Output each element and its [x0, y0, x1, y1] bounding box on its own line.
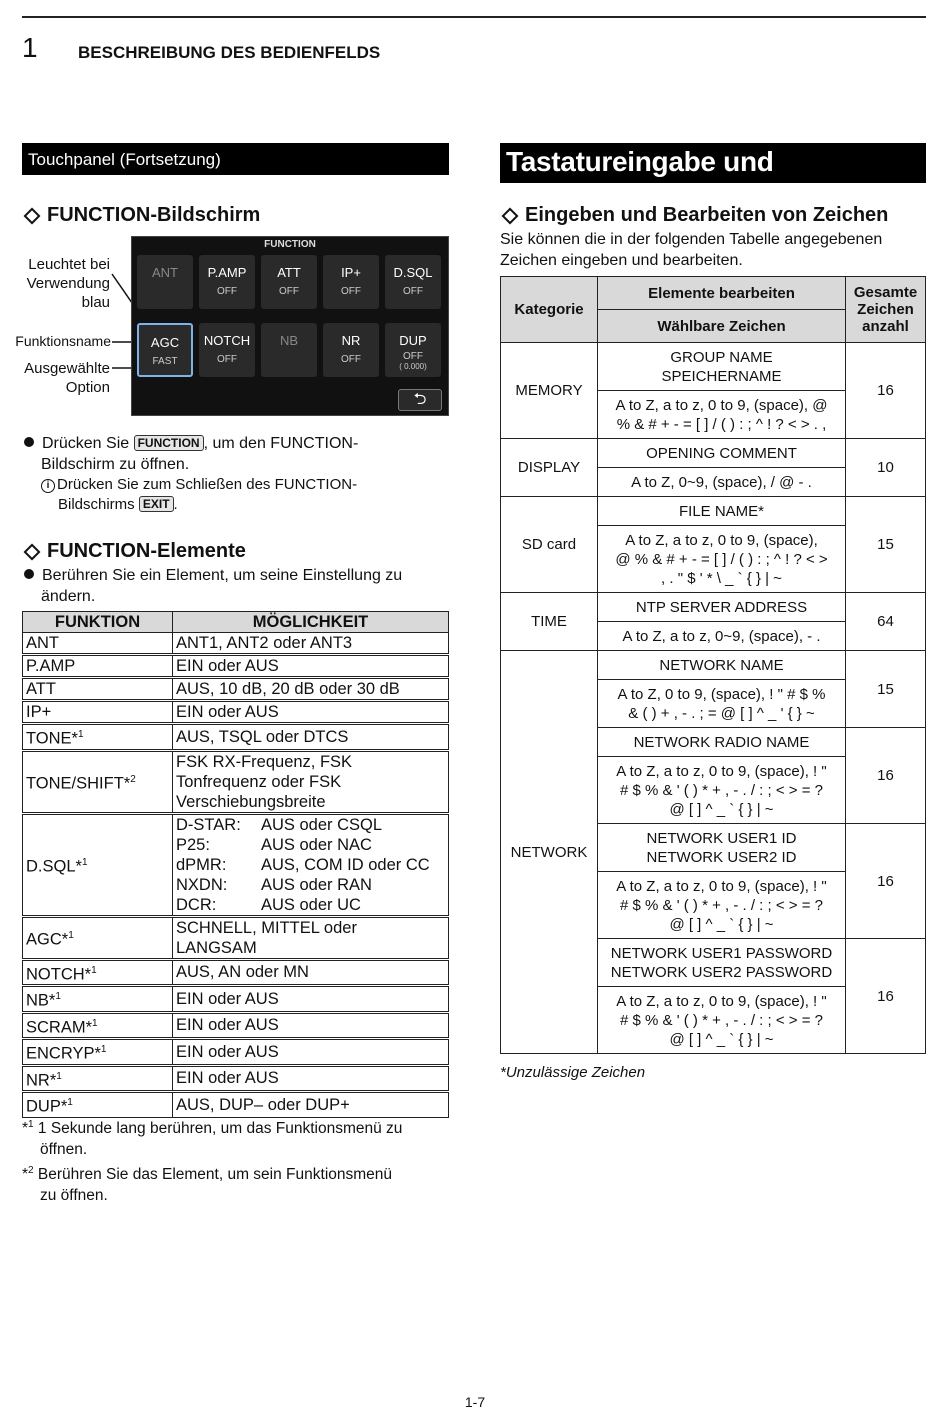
- chars-line: @ [ ] ^ _ ` { } | ~: [669, 800, 774, 818]
- footnote-ref: 1: [100, 1044, 107, 1055]
- mode-label: D-STAR:: [176, 815, 241, 834]
- chars-line: # $ % & ' ( ) * + , - . / : ; < > = ?: [620, 896, 823, 914]
- option-subline: [176, 895, 445, 915]
- back-arrow-icon: ⮌: [413, 391, 427, 408]
- function-cell: [23, 1013, 173, 1038]
- function-name: TONE*: [26, 729, 78, 748]
- option-line: AUS, AN oder MN: [176, 963, 309, 982]
- edit-item-cell: [598, 824, 846, 872]
- edit-item-cell: [598, 343, 846, 391]
- instruction-block: [24, 433, 449, 515]
- chars-line: @ [ ] ^ _ ` { } | ~: [669, 1030, 774, 1048]
- diamond-icon: [24, 543, 41, 560]
- function-cell: [23, 751, 173, 812]
- category-cell: DISPLAY: [501, 439, 598, 497]
- info-text: Bildschirms: [58, 496, 139, 513]
- footnote-ref: 1: [91, 964, 97, 976]
- heading-text: FUNCTION-Bildschirm: [47, 204, 261, 226]
- fn-button-ip[interactable]: [323, 255, 379, 309]
- col-header-selectable: Wählbare Zeichen: [598, 310, 846, 343]
- table-row: [23, 679, 449, 700]
- function-name: DUP*: [26, 1097, 68, 1116]
- heading-text: FUNCTION-Elemente: [47, 540, 246, 562]
- option-cell: [173, 702, 449, 723]
- table-header-row: [23, 612, 449, 633]
- footnote-ref: 1: [55, 991, 61, 1002]
- unsupported-footnote: *Unzulässige Zeichen: [500, 1064, 646, 1081]
- option-line: AUS, TSQL oder DTCS: [176, 727, 349, 746]
- chars-cell: [598, 622, 846, 651]
- fn-option: OFF: [341, 354, 361, 365]
- function-name: P.AMP: [26, 657, 76, 675]
- function-cell: [23, 679, 173, 700]
- back-button[interactable]: [398, 389, 442, 411]
- edit-item-cell: [598, 939, 846, 987]
- function-elements-heading: [22, 540, 246, 563]
- chars-line: A to Z, a to z, 0 to 9, (space),: [625, 531, 818, 549]
- table-row: [501, 497, 926, 526]
- info-icon: i: [41, 479, 55, 493]
- footnote-ref: 1: [77, 729, 84, 740]
- edit-item: NETWORK USER1 ID: [646, 829, 797, 847]
- function-name: NOTCH*: [26, 965, 92, 983]
- edit-item-cell: [598, 593, 846, 622]
- fn-option-extra: ( 0.000): [399, 362, 427, 371]
- fn-option: OFF: [217, 286, 237, 297]
- intro-text: ändern.: [41, 588, 96, 605]
- function-name: SCRAM*: [26, 1018, 93, 1036]
- mode-value: AUS, COM ID oder CC: [261, 855, 430, 874]
- heading-text: Eingeben und Bearbeiten von Zeichen: [525, 204, 889, 226]
- option-cell: [173, 960, 449, 985]
- fn-option: FAST: [152, 356, 178, 367]
- section-bar-right: Tastatureingabe und Bearbeiten: [500, 143, 926, 183]
- option-cell: [173, 725, 449, 750]
- edit-item-cell: [598, 439, 846, 468]
- category-cell: MEMORY: [501, 343, 598, 439]
- fn-button-att[interactable]: [261, 255, 317, 309]
- total-cell: 16: [846, 824, 926, 939]
- fn-name: P.AMP: [207, 265, 247, 280]
- character-table: [500, 276, 926, 1054]
- table-row: [23, 1040, 449, 1065]
- footnote-ref: 1: [67, 1097, 73, 1108]
- callout-line: Ausgewählte: [24, 360, 110, 377]
- total-cell: 10: [846, 439, 926, 497]
- fn-name: NB: [279, 333, 299, 348]
- function-cell: [23, 917, 173, 958]
- footnotes: [22, 1114, 452, 1206]
- fn-sup: 1: [28, 1119, 34, 1130]
- option-line: SCHNELL, MITTEL oder: [176, 918, 357, 937]
- chars-cell: [598, 680, 846, 728]
- chars-line: , . " $ ' * \ _ ` { } | ~: [661, 569, 782, 587]
- fn-text: 1 Sekunde lang berühren, um das Funktionsmenü zu: [37, 1120, 403, 1138]
- footnote-ref: 1: [92, 1017, 98, 1029]
- table-row: [501, 343, 926, 391]
- footnote-ref: 1: [56, 1070, 62, 1082]
- table-row: [501, 593, 926, 622]
- mode-label: DCR:: [176, 895, 217, 914]
- col-header-edit: Elemente bearbeiten: [598, 277, 846, 310]
- fn-option: OFF: [217, 354, 237, 365]
- function-cell: [23, 725, 173, 750]
- instr-text: , um den FUNCTION-: [203, 435, 359, 452]
- fn-button-ant[interactable]: [137, 255, 193, 309]
- total-cell: 15: [846, 497, 926, 593]
- table-row: [23, 987, 449, 1012]
- function-name: D.SQL*: [26, 857, 82, 876]
- fn-sup: 2: [28, 1165, 34, 1177]
- mode-value: AUS oder RAN: [261, 875, 372, 894]
- option-cell: [173, 1066, 449, 1091]
- elements-intro: [24, 565, 449, 607]
- function-screen: [131, 236, 449, 416]
- chars-line: A to Z, a to z, 0 to 9, (space), ! ": [616, 877, 827, 895]
- option-line: LANGSAM: [176, 938, 257, 957]
- edit-item-cell: [598, 651, 846, 680]
- option-cell: [173, 814, 449, 915]
- chars-line: @ [ ] ^ _ ` { } | ~: [669, 915, 774, 933]
- fn-name: NOTCH: [203, 333, 251, 348]
- edit-heading: [500, 204, 888, 227]
- fn-option: OFF: [403, 286, 423, 297]
- total-cell: 16: [846, 939, 926, 1054]
- function-cell: [23, 987, 173, 1012]
- fn-name: NR: [341, 333, 361, 348]
- chars-line: @ % & # + - = [ ] / ( ) : ; ^ ! ? < >: [615, 550, 828, 568]
- function-name: AGC*: [26, 930, 69, 949]
- function-cell: [23, 633, 173, 654]
- function-name: ANT: [26, 634, 59, 652]
- edit-item-cell: [598, 497, 846, 526]
- option-cell: [173, 679, 449, 700]
- callout-line: Leuchtet bei: [28, 256, 110, 273]
- fn-option: OFF: [279, 286, 299, 297]
- table-row: [501, 439, 926, 468]
- fn-option: OFF: [341, 286, 361, 297]
- table-row: [23, 702, 449, 723]
- option-line: EIN oder AUS: [176, 989, 279, 1008]
- table-row: [23, 1013, 449, 1038]
- info-text: .: [173, 496, 178, 513]
- chars-cell: [598, 526, 846, 593]
- fn-button-dsql[interactable]: [385, 255, 441, 309]
- function-table: [22, 611, 449, 1119]
- function-name: IP+: [26, 703, 52, 721]
- option-subline: [176, 835, 445, 855]
- col-header-category: Kategorie: [501, 277, 598, 343]
- table-row: [23, 960, 449, 985]
- total-cell: 64: [846, 593, 926, 651]
- option-cell: [173, 633, 449, 654]
- page-number: 1-7: [464, 1394, 486, 1409]
- table-row: [23, 917, 449, 958]
- edit-item: SPEICHERNAME: [661, 367, 782, 385]
- chars-cell: [598, 987, 846, 1054]
- total-cell: 16: [846, 728, 926, 824]
- callout-line: Verwendung: [26, 275, 110, 292]
- option-cell: [173, 656, 449, 677]
- fn-name: DUP: [399, 333, 427, 348]
- callout-function-name: Funktionsname: [15, 333, 111, 349]
- fn-text: Berühren Sie das Element, um sein Funktionsmenü: [37, 1166, 393, 1184]
- mode-label: P25:: [176, 835, 210, 854]
- option-subline: [176, 875, 445, 895]
- col-header-total: Gesamte Zeichen anzahl: [846, 277, 926, 343]
- screen-title: FUNCTION: [264, 239, 316, 250]
- footnote-ref: 1: [81, 856, 88, 868]
- bullet-icon: [24, 437, 34, 447]
- fn-mark: *: [22, 1120, 29, 1138]
- col-header: FUNKTION: [23, 612, 173, 633]
- category-cell: SD card: [501, 497, 598, 593]
- edit-item: GROUP NAME: [670, 348, 773, 366]
- option-line: AUS, DUP– oder DUP+: [176, 1095, 350, 1114]
- instr-text: Drücken Sie: [42, 435, 134, 452]
- fn-name: D.SQL: [393, 265, 433, 280]
- chars-line: % & # + - = [ ] / ( ) : ; ^ ! ? < > . ,: [616, 415, 827, 433]
- edit-intro: [500, 229, 930, 271]
- table-header-row: [501, 277, 926, 310]
- fn-button-agc[interactable]: [137, 323, 193, 377]
- table-row: [501, 651, 926, 680]
- fn-mark: *: [22, 1166, 29, 1184]
- category-cell: TIME: [501, 593, 598, 651]
- intro-text: Zeichen eingeben und bearbeiten.: [500, 252, 743, 269]
- callout-selected-option: [10, 359, 110, 397]
- chars-line: A to Z, 0~9, (space), / @ - .: [631, 473, 812, 491]
- mode-value: AUS oder UC: [261, 895, 361, 914]
- edit-item-cell: [598, 728, 846, 757]
- fn-button-notch[interactable]: [199, 323, 255, 377]
- option-line: Tonfrequenz oder FSK: [176, 772, 342, 791]
- total-cell: 15: [846, 651, 926, 728]
- function-cell: [23, 814, 173, 915]
- callout-line: blau: [81, 294, 110, 311]
- option-cell: [173, 1013, 449, 1038]
- footnote-ref: 1: [68, 929, 74, 941]
- chapter-title: BESCHREIBUNG DES BEDIENFELDS: [78, 43, 381, 62]
- chars-line: A to Z, 0 to 9, (space), ! " # $ %: [617, 685, 826, 703]
- info-text: Drücken Sie zum Schließen des FUNCTION-: [57, 476, 358, 493]
- table-row: [23, 751, 449, 812]
- edit-item: NETWORK USER1 PASSWORD: [610, 944, 833, 962]
- option-line: AUS, 10 dB, 20 dB oder 30 dB: [176, 680, 400, 698]
- option-cell: [173, 1040, 449, 1065]
- mode-label: NXDN:: [176, 875, 228, 894]
- section-bar-left: Touchpanel (Fortsetzung): [22, 143, 449, 175]
- chars-line: # $ % & ' ( ) * + , - . / : ; < > = ?: [620, 1011, 823, 1029]
- option-line: EIN oder AUS: [176, 1069, 279, 1088]
- fn-button-nb[interactable]: [261, 323, 317, 377]
- diamond-icon: [502, 207, 519, 224]
- function-cell: [23, 960, 173, 985]
- function-cell: [23, 656, 173, 677]
- chapter-number: 1: [22, 32, 38, 63]
- chars-cell: [598, 872, 846, 939]
- intro-text: Sie können die in der folgenden Tabelle angegebenen: [500, 231, 883, 248]
- table-row: [23, 633, 449, 654]
- exit-key: EXIT: [139, 496, 174, 512]
- total-cell: 16: [846, 343, 926, 439]
- option-line: EIN oder AUS: [176, 703, 279, 721]
- edit-item: NETWORK USER2 ID: [646, 848, 797, 866]
- fn-option: OFF: [403, 351, 423, 362]
- option-line: FSK RX-Frequenz, FSK: [176, 752, 353, 771]
- fn-name: AGC: [150, 335, 180, 350]
- chars-cell: [598, 757, 846, 824]
- table-row: [23, 725, 449, 750]
- table-row: [23, 814, 449, 915]
- function-name: NR*: [26, 1071, 57, 1089]
- function-name: ENCRYP*: [26, 1044, 101, 1063]
- chars-cell: [598, 391, 846, 439]
- callout-line: Option: [65, 379, 110, 396]
- fn-button-pamp[interactable]: [199, 255, 255, 309]
- top-rule: [22, 16, 926, 18]
- chars-line: & ( ) + , - . ; = @ [ ] ^ _ ' { } ~: [628, 704, 815, 722]
- option-line: ANT1, ANT2 oder ANT3: [176, 634, 353, 652]
- edit-item: NETWORK USER2 PASSWORD: [610, 963, 833, 981]
- fn-text: zu öffnen.: [40, 1187, 108, 1205]
- fn-name: IP+: [341, 265, 361, 280]
- chars-line: A to Z, a to z, 0~9, (space), - .: [622, 627, 821, 645]
- function-name: ATT: [26, 680, 56, 698]
- edit-item: NETWORK NAME: [659, 656, 784, 674]
- function-cell: [23, 702, 173, 723]
- option-line: Verschiebungsbreite: [176, 792, 326, 811]
- chars-line: A to Z, a to z, 0 to 9, (space), ! ": [616, 762, 827, 780]
- mode-value: AUS oder CSQL: [261, 815, 383, 834]
- table-row: [23, 1066, 449, 1091]
- edit-item: FILE NAME*: [678, 502, 765, 520]
- diamond-icon: [24, 207, 41, 224]
- edit-item: NTP SERVER ADDRESS: [635, 598, 808, 616]
- callout-lit-blue: [10, 255, 110, 312]
- option-subline: [176, 855, 445, 875]
- fn-button-dup[interactable]: [385, 323, 441, 377]
- fn-name: ANT: [152, 265, 178, 280]
- option-subline: [176, 815, 445, 835]
- chars-cell: [598, 468, 846, 497]
- option-line: EIN oder AUS: [176, 657, 279, 675]
- fn-text: öffnen.: [40, 1141, 88, 1159]
- table-row: [23, 656, 449, 677]
- col-header: MÖGLICHKEIT: [173, 612, 449, 633]
- function-screen-heading: [22, 204, 260, 227]
- intro-text: Berühren Sie ein Element, um seine Einstellung zu: [42, 567, 403, 584]
- option-cell: [173, 987, 449, 1012]
- function-cell: [23, 1066, 173, 1091]
- category-cell: NETWORK: [501, 651, 598, 1054]
- chars-line: A to Z, a to z, 0 to 9, (space), @: [615, 396, 828, 414]
- option-cell: [173, 917, 449, 958]
- instr-text: Bildschirm zu öffnen.: [41, 456, 190, 473]
- edit-item: OPENING COMMENT: [646, 444, 797, 462]
- fn-button-nr[interactable]: [323, 323, 379, 377]
- mode-value: AUS oder NAC: [261, 835, 372, 854]
- option-line: EIN oder AUS: [176, 1042, 279, 1061]
- chars-line: A to Z, a to z, 0 to 9, (space), ! ": [616, 992, 827, 1010]
- function-name: TONE/SHIFT*: [26, 774, 131, 793]
- function-cell: [23, 1040, 173, 1065]
- chars-line: # $ % & ' ( ) * + , - . / : ; < > = ?: [620, 781, 823, 799]
- footnote-ref: 2: [130, 773, 136, 785]
- fn-name: ATT: [277, 265, 301, 280]
- bullet-icon: [24, 569, 34, 579]
- function-name: NB*: [26, 991, 56, 1010]
- option-cell: [173, 751, 449, 812]
- mode-label: dPMR:: [176, 855, 227, 874]
- function-key: FUNCTION: [134, 435, 204, 451]
- edit-item: NETWORK RADIO NAME: [633, 733, 810, 751]
- option-line: EIN oder AUS: [176, 1016, 279, 1035]
